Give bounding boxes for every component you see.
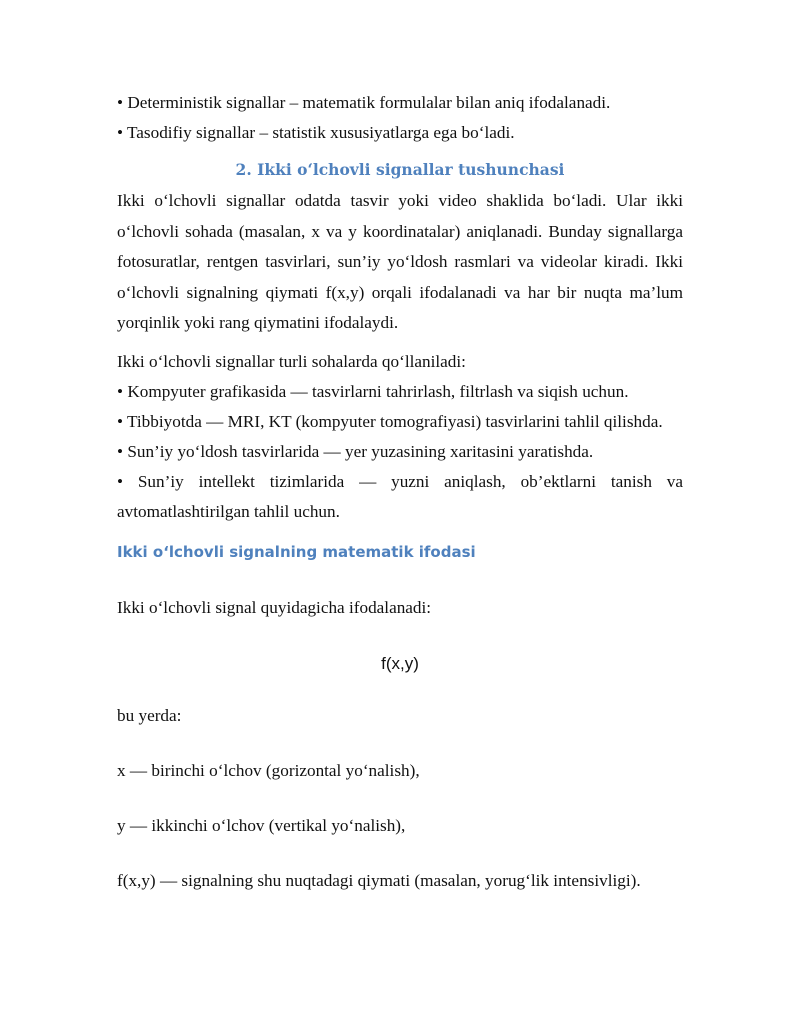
bullet-deterministic: • Deterministik signallar – matematik formulalar bilan aniq ifodalanadi.	[117, 93, 611, 112]
application-item: • Sun’iy yo‘ldosh tasvirlarida — yer yuzasining xaritasini yaratishda.	[117, 441, 594, 461]
applications-intro: Ikki o‘lchovli signallar turli sohalarda qo‘llaniladi:	[117, 351, 466, 371]
where-label: bu yerda:	[117, 705, 182, 725]
definition-x: x — birinchi o‘lchov (gorizontal yo‘nalish),	[117, 760, 420, 780]
definition-y: y — ikkinchi o‘lchov (vertikal yo‘nalish),	[117, 815, 406, 835]
bullet-random: • Tasodifiy signallar – statistik xususiyatlarga ega bo‘ladi.	[117, 123, 515, 142]
application-item: • Sun’iy intellekt tizimlarida — yuzni aniqlash, ob’ektlarni tanish va avtomatlashtirilgan tahlil uchun.	[117, 471, 683, 521]
subheading: Ikki o‘lchovli signalning matematik ifodasi	[117, 542, 476, 561]
document-page	[117, 88, 683, 896]
definition-f: f(x,y) — signalning shu nuqtadagi qiymati (masalan, yorug‘lik intensivligi).	[117, 870, 641, 890]
formula-intro: Ikki o‘lchovli signal quyidagicha ifodalanadi:	[117, 597, 432, 617]
section-heading: 2. Ikki o‘lchovli signallar tushunchasi	[235, 160, 565, 179]
application-item: • Kompyuter grafikasida — tasvirlarni tahrirlash, filtrlash va siqish uchun.	[117, 381, 629, 401]
intro-paragraph: Ikki o‘lchovli signallar odatda tasvir yoki video shaklida bo‘ladi. Ular ikki o‘lchovli sohada (masalan, x va y koordinatalar) aniqlanadi. Bunday signallarga fotosuratlar, rentgen tasvirlari, sun’iy yo‘ldosh rasmlari va videolar kiradi. Ikki o‘lchovli signalning qiymati f(x,y) orqali ifodalanadi va har bir nuqta ma’lum yorqinlik yoki rang qiymatini ifodalaydi.	[117, 191, 683, 332]
application-item: • Tibbiyotda — MRI, KT (kompyuter tomografiyasi) tasvirlarini tahlil qilishda.	[117, 411, 663, 431]
formula: f(x,y)	[381, 653, 419, 673]
